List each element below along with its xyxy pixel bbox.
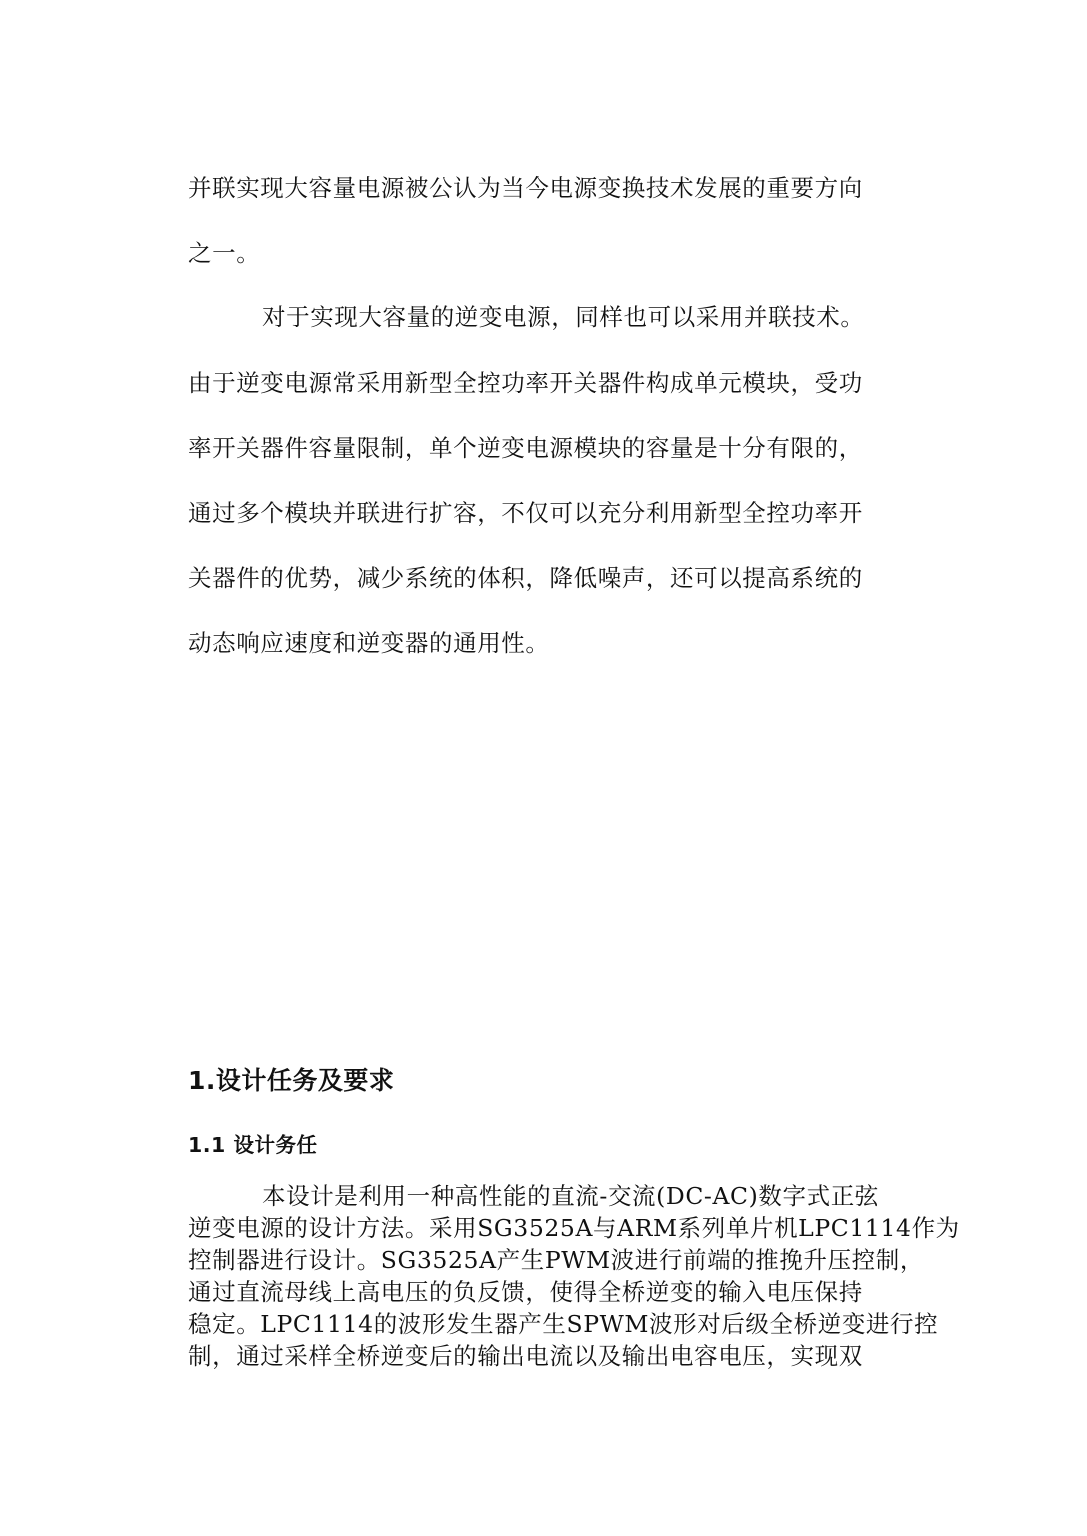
subsection-heading: 1.1 设计务任 (188, 1133, 318, 1157)
intro-line-2: 之一。 (188, 239, 261, 267)
section-text-line: 制，通过采样全桥逆变后的输出电流以及输出电容电压，实现双 (188, 1342, 863, 1370)
section-text-line: 本设计是利用一种高性能的直流-交流(DC-AC)数字式正弦 (262, 1182, 879, 1210)
paragraph-line: 动态响应速度和逆变器的通用性。 (188, 629, 550, 657)
section-text-line: 控制器进行设计。SG3525A产生PWM波进行前端的推挽升压控制， (188, 1246, 924, 1274)
paragraph-line: 由于逆变电源常采用新型全控功率开关器件构成单元模块，受功 (188, 369, 863, 397)
section-text-line: 稳定。LPC1114的波形发生器产生SPWM波形对后级全桥逆变进行控 (188, 1310, 939, 1338)
section-text-line: 逆变电源的设计方法。采用SG3525A与ARM系列单片机LPC1114作为 (188, 1214, 960, 1242)
section-heading: 1.设计任务及要求 (188, 1066, 395, 1095)
intro-line-1: 并联实现大容量电源被公认为当今电源变换技术发展的重要方向 (188, 174, 863, 202)
paragraph-line: 对于实现大容量的逆变电源，同样也可以采用并联技术。 (262, 303, 865, 331)
paragraph-line: 关器件的优势，减少系统的体积，降低噪声，还可以提高系统的 (188, 564, 863, 592)
section-text-line: 通过直流母线上高电压的负反馈，使得全桥逆变的输入电压保持 (188, 1278, 863, 1306)
paragraph-line: 通过多个模块并联进行扩容，不仅可以充分利用新型全控功率开 (188, 499, 863, 527)
paragraph-line: 率开关器件容量限制，单个逆变电源模块的容量是十分有限的， (188, 434, 863, 462)
